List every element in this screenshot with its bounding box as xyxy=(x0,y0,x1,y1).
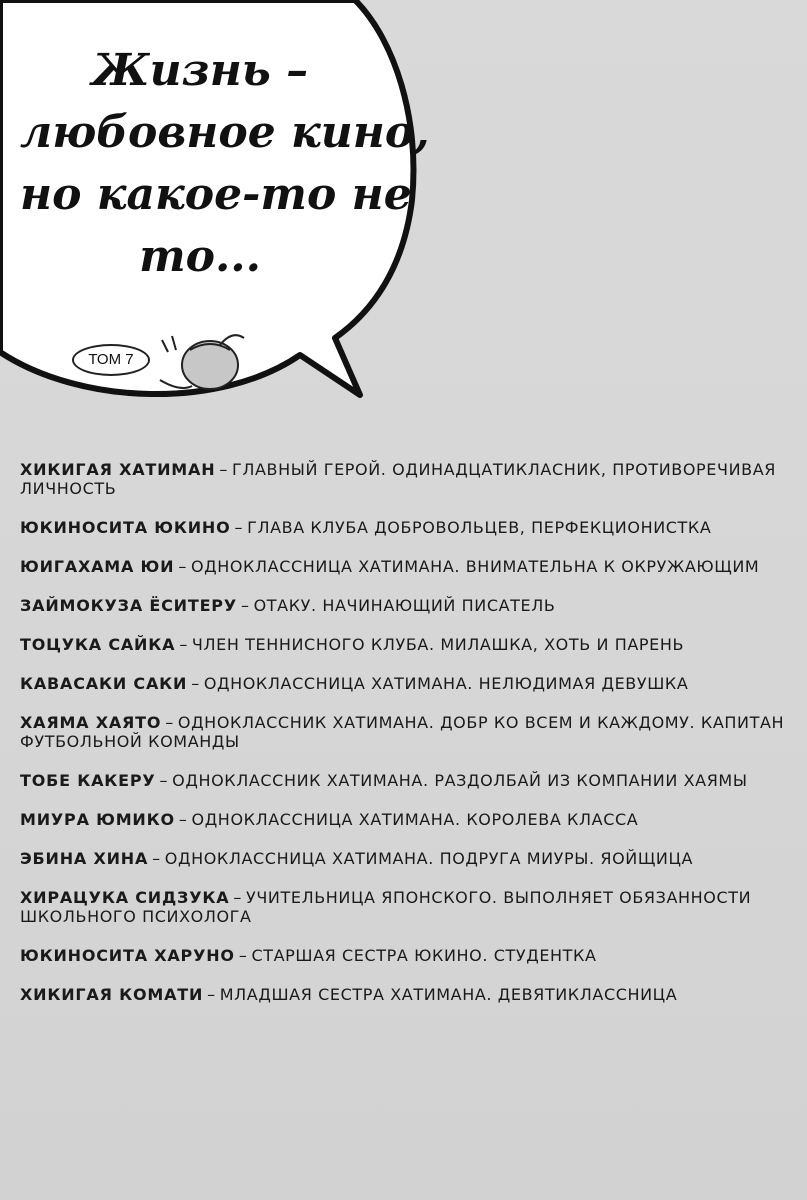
character-entry xyxy=(20,810,790,829)
character-entry xyxy=(20,518,790,537)
character-name: ЮКИНОСИТА ЮКИНО xyxy=(20,518,231,537)
character-separator: – xyxy=(179,635,188,654)
character-separator: – xyxy=(191,674,200,693)
character-description: ОДНОКЛАССНИК ХАТИМАНА. ДОБР КО ВСЕМ И КАЖДОМУ. КАПИТАН ФУТБОЛЬНОЙ КОМАНДЫ xyxy=(20,713,785,751)
character-description: УЧИТЕЛЬНИЦА ЯПОНСКОГО. ВЫПОЛНЯЕТ ОБЯЗАННОСТИ ШКОЛЬНОГО ПСИХОЛОГА xyxy=(20,888,752,926)
character-list xyxy=(20,460,790,1024)
character-description: СТАРШАЯ СЕСТРА ЮКИНО. СТУДЕНТКА xyxy=(251,946,597,965)
character-separator: – xyxy=(152,849,161,868)
character-separator: – xyxy=(234,518,244,537)
character-separator: – xyxy=(178,810,188,829)
character-name: ЭБИНА ХИНА xyxy=(20,849,149,868)
book-title xyxy=(20,40,430,288)
character-description: ЧЛЕН ТЕННИСНОГО КЛУБА. МИЛАШКА, ХОТЬ И ПАРЕНЬ xyxy=(191,635,685,654)
character-entry xyxy=(20,946,790,965)
character-separator: – xyxy=(207,985,216,1004)
character-name: ЗАЙМОКУЗА ЁСИТЕРУ xyxy=(20,596,237,615)
character-name: МИУРА ЮМИКО xyxy=(20,810,175,829)
character-description: ГЛАВНЫЙ ГЕРОЙ. ОДИНАДЦАТИКЛАСНИК, ПРОТИВОРЕЧИВАЯ ЛИЧНОСТЬ xyxy=(20,460,776,498)
character-name: ХАЯМА ХАЯТО xyxy=(20,713,162,732)
character-entry xyxy=(20,713,790,751)
character-entry xyxy=(20,635,790,654)
character-description: ОДНОКЛАССНИЦА ХАТИМАНА. КОРОЛЕВА КЛАССА xyxy=(191,810,639,829)
character-entry xyxy=(20,557,790,576)
character-description: ОТАКУ. НАЧИНАЮЩИЙ ПИСАТЕЛЬ xyxy=(253,596,556,615)
character-description: ОДНОКЛАССНИЦА ХАТИМАНА. НЕЛЮДИМАЯ ДЕВУШКА xyxy=(203,674,689,693)
character-separator: – xyxy=(159,771,169,790)
character-entry xyxy=(20,460,790,498)
character-entry xyxy=(20,849,790,868)
character-name: КАВАСАКИ САКИ xyxy=(20,674,188,693)
character-description: МЛАДШАЯ СЕСТРА ХАТИМАНА. ДЕВЯТИКЛАССНИЦА xyxy=(219,985,678,1004)
character-name: ЮКИНОСИТА ХАРУНО xyxy=(20,946,235,965)
character-description: ОДНОКЛАССНИК ХАТИМАНА. РАЗДОЛБАЙ ИЗ КОМПАНИИ ХАЯМЫ xyxy=(172,771,748,790)
character-separator: – xyxy=(165,713,174,732)
character-entry xyxy=(20,771,790,790)
character-separator: – xyxy=(238,946,248,965)
character-description: ОДНОКЛАССНИЦА ХАТИМАНА. ПОДРУГА МИУРЫ. ЯОЙЩИЦА xyxy=(164,849,694,868)
character-separator: – xyxy=(178,557,187,576)
title-line-2: любовное кино, xyxy=(20,107,430,158)
character-description: ГЛАВА КЛУБА ДОБРОВОЛЬЦЕВ, ПЕРФЕКЦИОНИСТКА xyxy=(247,518,712,537)
character-separator: – xyxy=(219,460,228,479)
character-entry xyxy=(20,985,790,1004)
title-line-3: но какое-то не xyxy=(20,169,412,220)
character-name: ХИКИГАЯ ХАТИМАН xyxy=(20,460,216,479)
character-name: ЮИГАХАМА ЮИ xyxy=(20,557,175,576)
title-line-1: Жизнь – xyxy=(91,45,309,96)
character-name: ХИКИГАЯ КОМАТИ xyxy=(20,985,204,1004)
volume-label: ТОМ 7 xyxy=(72,344,150,376)
title-line-4: то... xyxy=(139,231,261,282)
character-entry xyxy=(20,674,790,693)
character-name: ТОБЕ КАКЕРУ xyxy=(20,771,156,790)
character-description: ОДНОКЛАССНИЦА ХАТИМАНА. ВНИМАТЕЛЬНА К ОКРУЖАЮЩИМ xyxy=(190,557,760,576)
character-name: ХИРАЦУКА СИДЗУКА xyxy=(20,888,230,907)
character-entry xyxy=(20,596,790,615)
character-entry xyxy=(20,888,790,926)
character-separator: – xyxy=(240,596,250,615)
character-name: ТОЦУКА САЙКА xyxy=(20,635,176,654)
character-separator: – xyxy=(233,888,243,907)
